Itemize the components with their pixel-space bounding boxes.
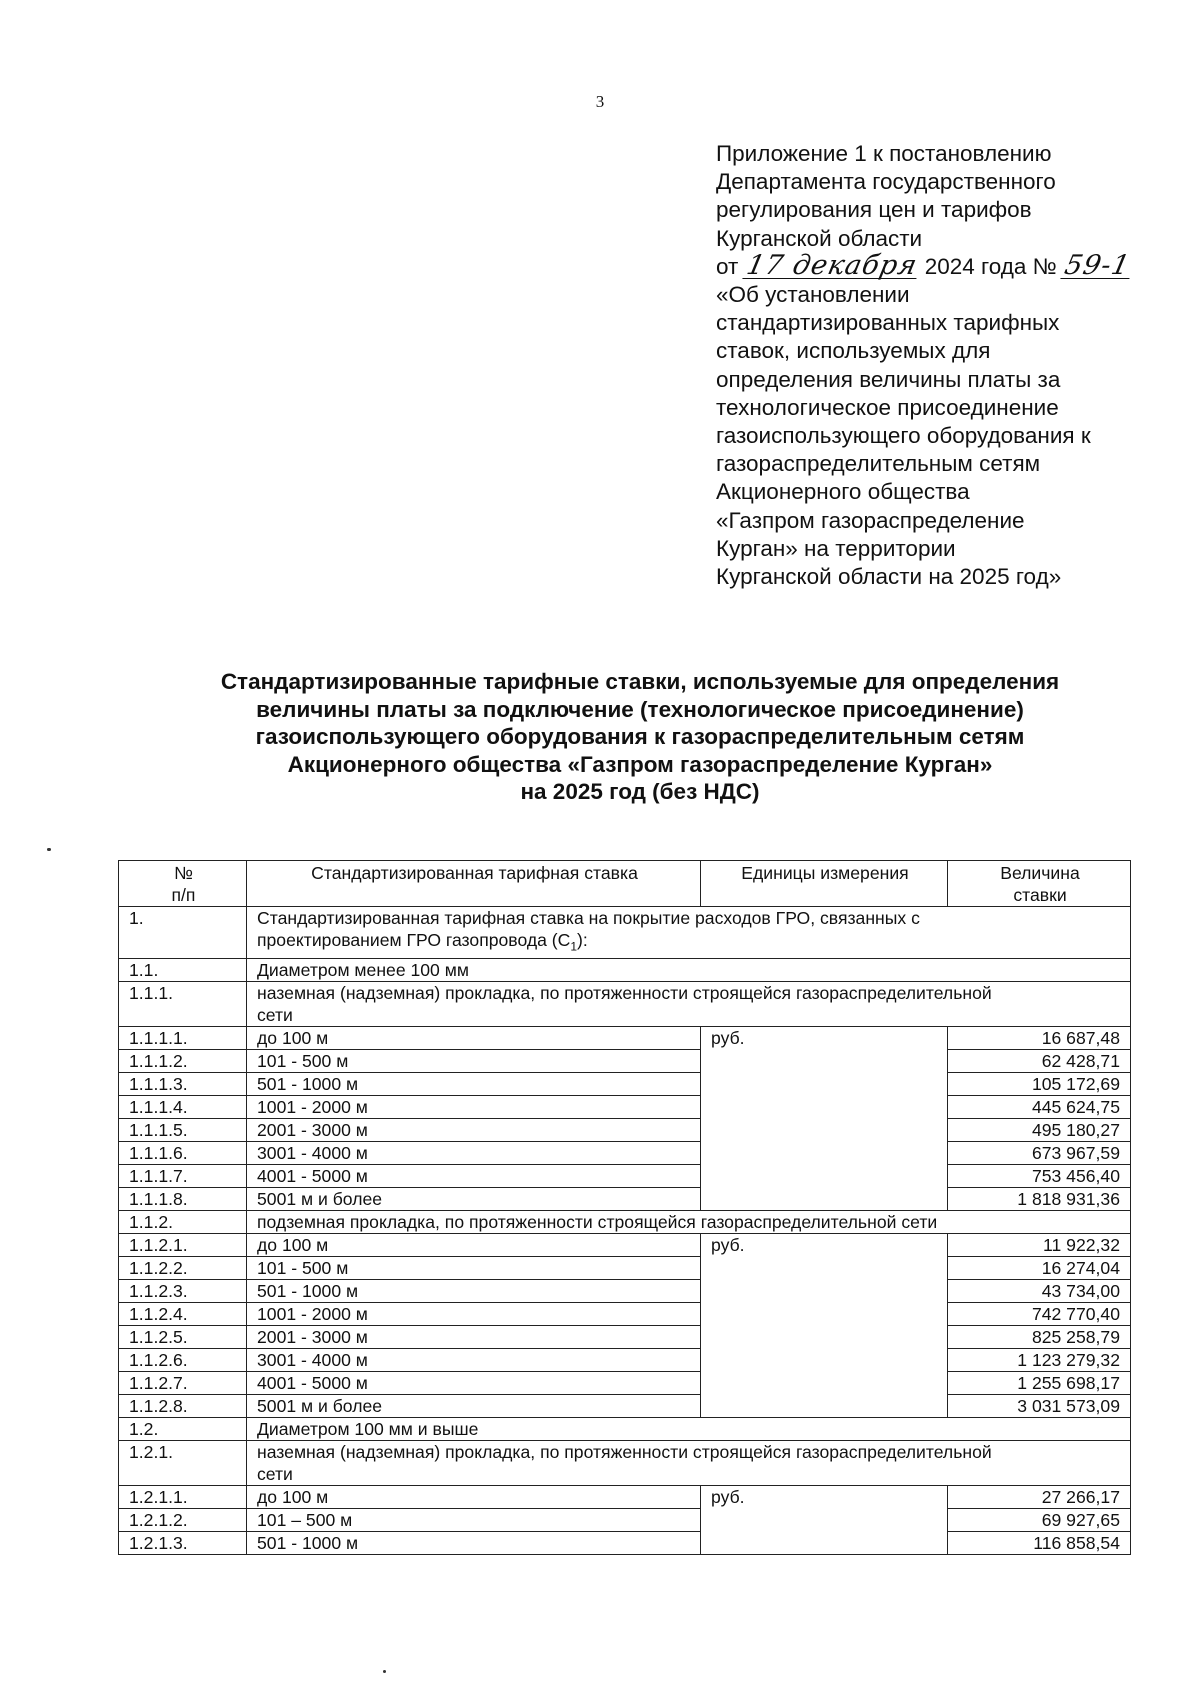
rate-name: 501 - 1000 м bbox=[247, 1279, 701, 1302]
row-number: 1.1.1. bbox=[119, 981, 247, 1026]
appendix-line: ставок, используемых для bbox=[716, 338, 991, 364]
handwritten-date: 17 декабря bbox=[743, 249, 920, 281]
section-text: Диаметром менее 100 мм bbox=[247, 958, 1131, 981]
row-number: 1.1.1.6. bbox=[119, 1141, 247, 1164]
rate-name: 2001 - 3000 м bbox=[247, 1325, 701, 1348]
rate-value: 16 687,48 bbox=[948, 1026, 1131, 1049]
rate-value: 11 922,32 bbox=[948, 1233, 1131, 1256]
row-number: 1.1.2.6. bbox=[119, 1348, 247, 1371]
appendix-line: Приложение 1 к постановлению bbox=[716, 141, 1052, 166]
rate-name: 501 - 1000 м bbox=[247, 1531, 701, 1554]
table-row bbox=[119, 1325, 1131, 1348]
row-number: 1.1.1.2. bbox=[119, 1049, 247, 1072]
rate-name: 101 – 500 м bbox=[247, 1508, 701, 1531]
row-number: 1.2.1.3. bbox=[119, 1531, 247, 1554]
rate-value: 1 123 279,32 bbox=[948, 1348, 1131, 1371]
row-number: 1.1.2. bbox=[119, 1210, 247, 1233]
rate-value: 105 172,69 bbox=[948, 1072, 1131, 1095]
appendix-line: Департамента государственного bbox=[716, 169, 1056, 195]
header-name: Стандартизированная тарифная ставка bbox=[247, 861, 701, 907]
row-number: 1.1.2.4. bbox=[119, 1302, 247, 1325]
row-number: 1.1.2.8. bbox=[119, 1394, 247, 1417]
unit-cell: руб. bbox=[701, 1485, 948, 1554]
rate-name: 5001 м и более bbox=[247, 1187, 701, 1210]
header-no: № п/п bbox=[119, 861, 247, 907]
scan-speck bbox=[47, 848, 51, 851]
title-line: Акционерного общества «Газпром газораспределение Курган» bbox=[287, 751, 993, 777]
rate-value: 116 858,54 bbox=[948, 1531, 1131, 1554]
rate-name: 101 - 500 м bbox=[247, 1049, 701, 1072]
table-row bbox=[119, 1049, 1131, 1072]
rate-value: 16 274,04 bbox=[948, 1256, 1131, 1279]
appendix-line: Курган» на территории bbox=[716, 535, 956, 561]
row-number: 1.1.2.5. bbox=[119, 1325, 247, 1348]
table-row bbox=[119, 1394, 1131, 1417]
title-line: на 2025 год (без НДС) bbox=[520, 779, 760, 804]
rate-value: 43 734,00 bbox=[948, 1279, 1131, 1302]
rate-value: 825 258,79 bbox=[948, 1325, 1131, 1348]
rate-name: 1001 - 2000 м bbox=[247, 1095, 701, 1118]
row-number: 1.1.1.4. bbox=[119, 1095, 247, 1118]
rate-value: 445 624,75 bbox=[948, 1095, 1131, 1118]
table-row bbox=[119, 1302, 1131, 1325]
document-title bbox=[120, 668, 1160, 806]
title-line: Стандартизированные тарифные ставки, используемые для определения bbox=[220, 669, 1060, 694]
rate-value: 27 266,17 bbox=[948, 1485, 1131, 1508]
row-number: 1.1.1.8. bbox=[119, 1187, 247, 1210]
section-row bbox=[119, 907, 1131, 959]
header-value: Величина ставки bbox=[948, 861, 1131, 907]
unit-cell: руб. bbox=[701, 1026, 948, 1210]
rate-name: 4001 - 5000 м bbox=[247, 1371, 701, 1394]
row-number: 1.1.1.7. bbox=[119, 1164, 247, 1187]
tariff-table bbox=[118, 860, 1131, 1555]
appendix-line: газоиспользующего оборудования к bbox=[716, 423, 1091, 449]
table-row bbox=[119, 1118, 1131, 1141]
rate-name: 4001 - 5000 м bbox=[247, 1164, 701, 1187]
table-row bbox=[119, 1026, 1131, 1049]
date-year: 2024 года № bbox=[924, 253, 1057, 279]
row-number: 1.1.2.7. bbox=[119, 1371, 247, 1394]
table-row bbox=[119, 1371, 1131, 1394]
rate-value: 1 255 698,17 bbox=[948, 1371, 1131, 1394]
section-row bbox=[119, 958, 1131, 981]
appendix-line: определения величины платы за bbox=[716, 366, 1061, 392]
rate-name: 501 - 1000 м bbox=[247, 1072, 701, 1095]
handwritten-number: 59-1 bbox=[1062, 249, 1134, 281]
appendix-line: Акционерного общества bbox=[716, 479, 970, 505]
table-row bbox=[119, 1256, 1131, 1279]
appendix-line: «Об установлении bbox=[716, 282, 910, 308]
rate-name: 3001 - 4000 м bbox=[247, 1348, 701, 1371]
row-number: 1.1.2.2. bbox=[119, 1256, 247, 1279]
row-number: 1.1.1.3. bbox=[119, 1072, 247, 1095]
appendix-block bbox=[716, 140, 1146, 591]
appendix-line: Курганской области bbox=[716, 225, 923, 251]
table-header-row bbox=[119, 861, 1131, 907]
rate-name: до 100 м bbox=[247, 1485, 701, 1508]
row-number: 1.2.1.1. bbox=[119, 1485, 247, 1508]
section-text: подземная прокладка, по протяженности строящейся газораспределительной сети bbox=[247, 1210, 1131, 1233]
rate-value: 69 927,65 bbox=[948, 1508, 1131, 1531]
appendix-date-line bbox=[716, 249, 1146, 281]
rate-value: 753 456,40 bbox=[948, 1164, 1131, 1187]
title-line: газоиспользующего оборудования к газораспределительным сетям bbox=[255, 724, 1025, 749]
table-row bbox=[119, 1279, 1131, 1302]
appendix-line: «Газпром газораспределение bbox=[716, 507, 1025, 533]
rate-value: 742 770,40 bbox=[948, 1302, 1131, 1325]
section-text: Стандартизированная тарифная ставка на покрытие расходов ГРО, связанных с проектированием ГРО газопровода $(С_1)$: bbox=[247, 907, 1131, 959]
section-text: наземная (надземная) прокладка, по протяженности строящейся газораспределительной сети bbox=[247, 1440, 1131, 1485]
rate-value: 62 428,71 bbox=[948, 1049, 1131, 1072]
table-row bbox=[119, 1485, 1131, 1508]
row-number: 1.1.1.1. bbox=[119, 1026, 247, 1049]
row-number: 1.2. bbox=[119, 1417, 247, 1440]
unit-cell: руб. bbox=[701, 1233, 948, 1417]
appendix-line: Курганской области на 2025 год» bbox=[716, 564, 1062, 590]
table-row bbox=[119, 1348, 1131, 1371]
row-number: 1.1. bbox=[119, 958, 247, 981]
appendix-line: регулирования цен и тарифов bbox=[716, 197, 1032, 223]
table-row bbox=[119, 1072, 1131, 1095]
table-row bbox=[119, 1508, 1131, 1531]
page-number: 3 bbox=[595, 92, 605, 111]
rate-name: 2001 - 3000 м bbox=[247, 1118, 701, 1141]
date-prefix: от bbox=[716, 253, 739, 279]
header-unit: Единицы измерения bbox=[701, 861, 948, 907]
rate-name: 3001 - 4000 м bbox=[247, 1141, 701, 1164]
rate-value: 3 031 573,09 bbox=[948, 1394, 1131, 1417]
section-text: наземная (надземная) прокладка, по протяженности строящейся газораспределительной сети bbox=[247, 981, 1131, 1026]
rate-value: 673 967,59 bbox=[948, 1141, 1131, 1164]
row-number: 1. bbox=[119, 907, 247, 959]
rate-value: 1 818 931,36 bbox=[948, 1187, 1131, 1210]
row-number: 1.2.1. bbox=[119, 1440, 247, 1485]
table-row bbox=[119, 1164, 1131, 1187]
scan-speck bbox=[383, 1670, 386, 1673]
table-row bbox=[119, 1141, 1131, 1164]
appendix-line: газораспределительным сетям bbox=[716, 451, 1041, 477]
row-number: 1.2.1.2. bbox=[119, 1508, 247, 1531]
section-row bbox=[119, 1417, 1131, 1440]
section-row bbox=[119, 981, 1131, 1026]
rate-name: до 100 м bbox=[247, 1026, 701, 1049]
section-row bbox=[119, 1210, 1131, 1233]
row-number: 1.1.2.1. bbox=[119, 1233, 247, 1256]
rate-name: до 100 м bbox=[247, 1233, 701, 1256]
rate-name: 101 - 500 м bbox=[247, 1256, 701, 1279]
rate-name: 5001 м и более bbox=[247, 1394, 701, 1417]
rate-name: 1001 - 2000 м bbox=[247, 1302, 701, 1325]
table-row bbox=[119, 1233, 1131, 1256]
section-text: Диаметром 100 мм и выше bbox=[247, 1417, 1131, 1440]
appendix-line: стандартизированных тарифных bbox=[716, 310, 1060, 336]
rate-value: 495 180,27 bbox=[948, 1118, 1131, 1141]
table-row bbox=[119, 1531, 1131, 1554]
row-number: 1.1.2.3. bbox=[119, 1279, 247, 1302]
table-row bbox=[119, 1095, 1131, 1118]
table-row bbox=[119, 1187, 1131, 1210]
title-line: величины платы за подключение (технологическое присоединение) bbox=[256, 696, 1024, 722]
section-row bbox=[119, 1440, 1131, 1485]
appendix-line: технологическое присоединение bbox=[716, 394, 1059, 420]
row-number: 1.1.1.5. bbox=[119, 1118, 247, 1141]
